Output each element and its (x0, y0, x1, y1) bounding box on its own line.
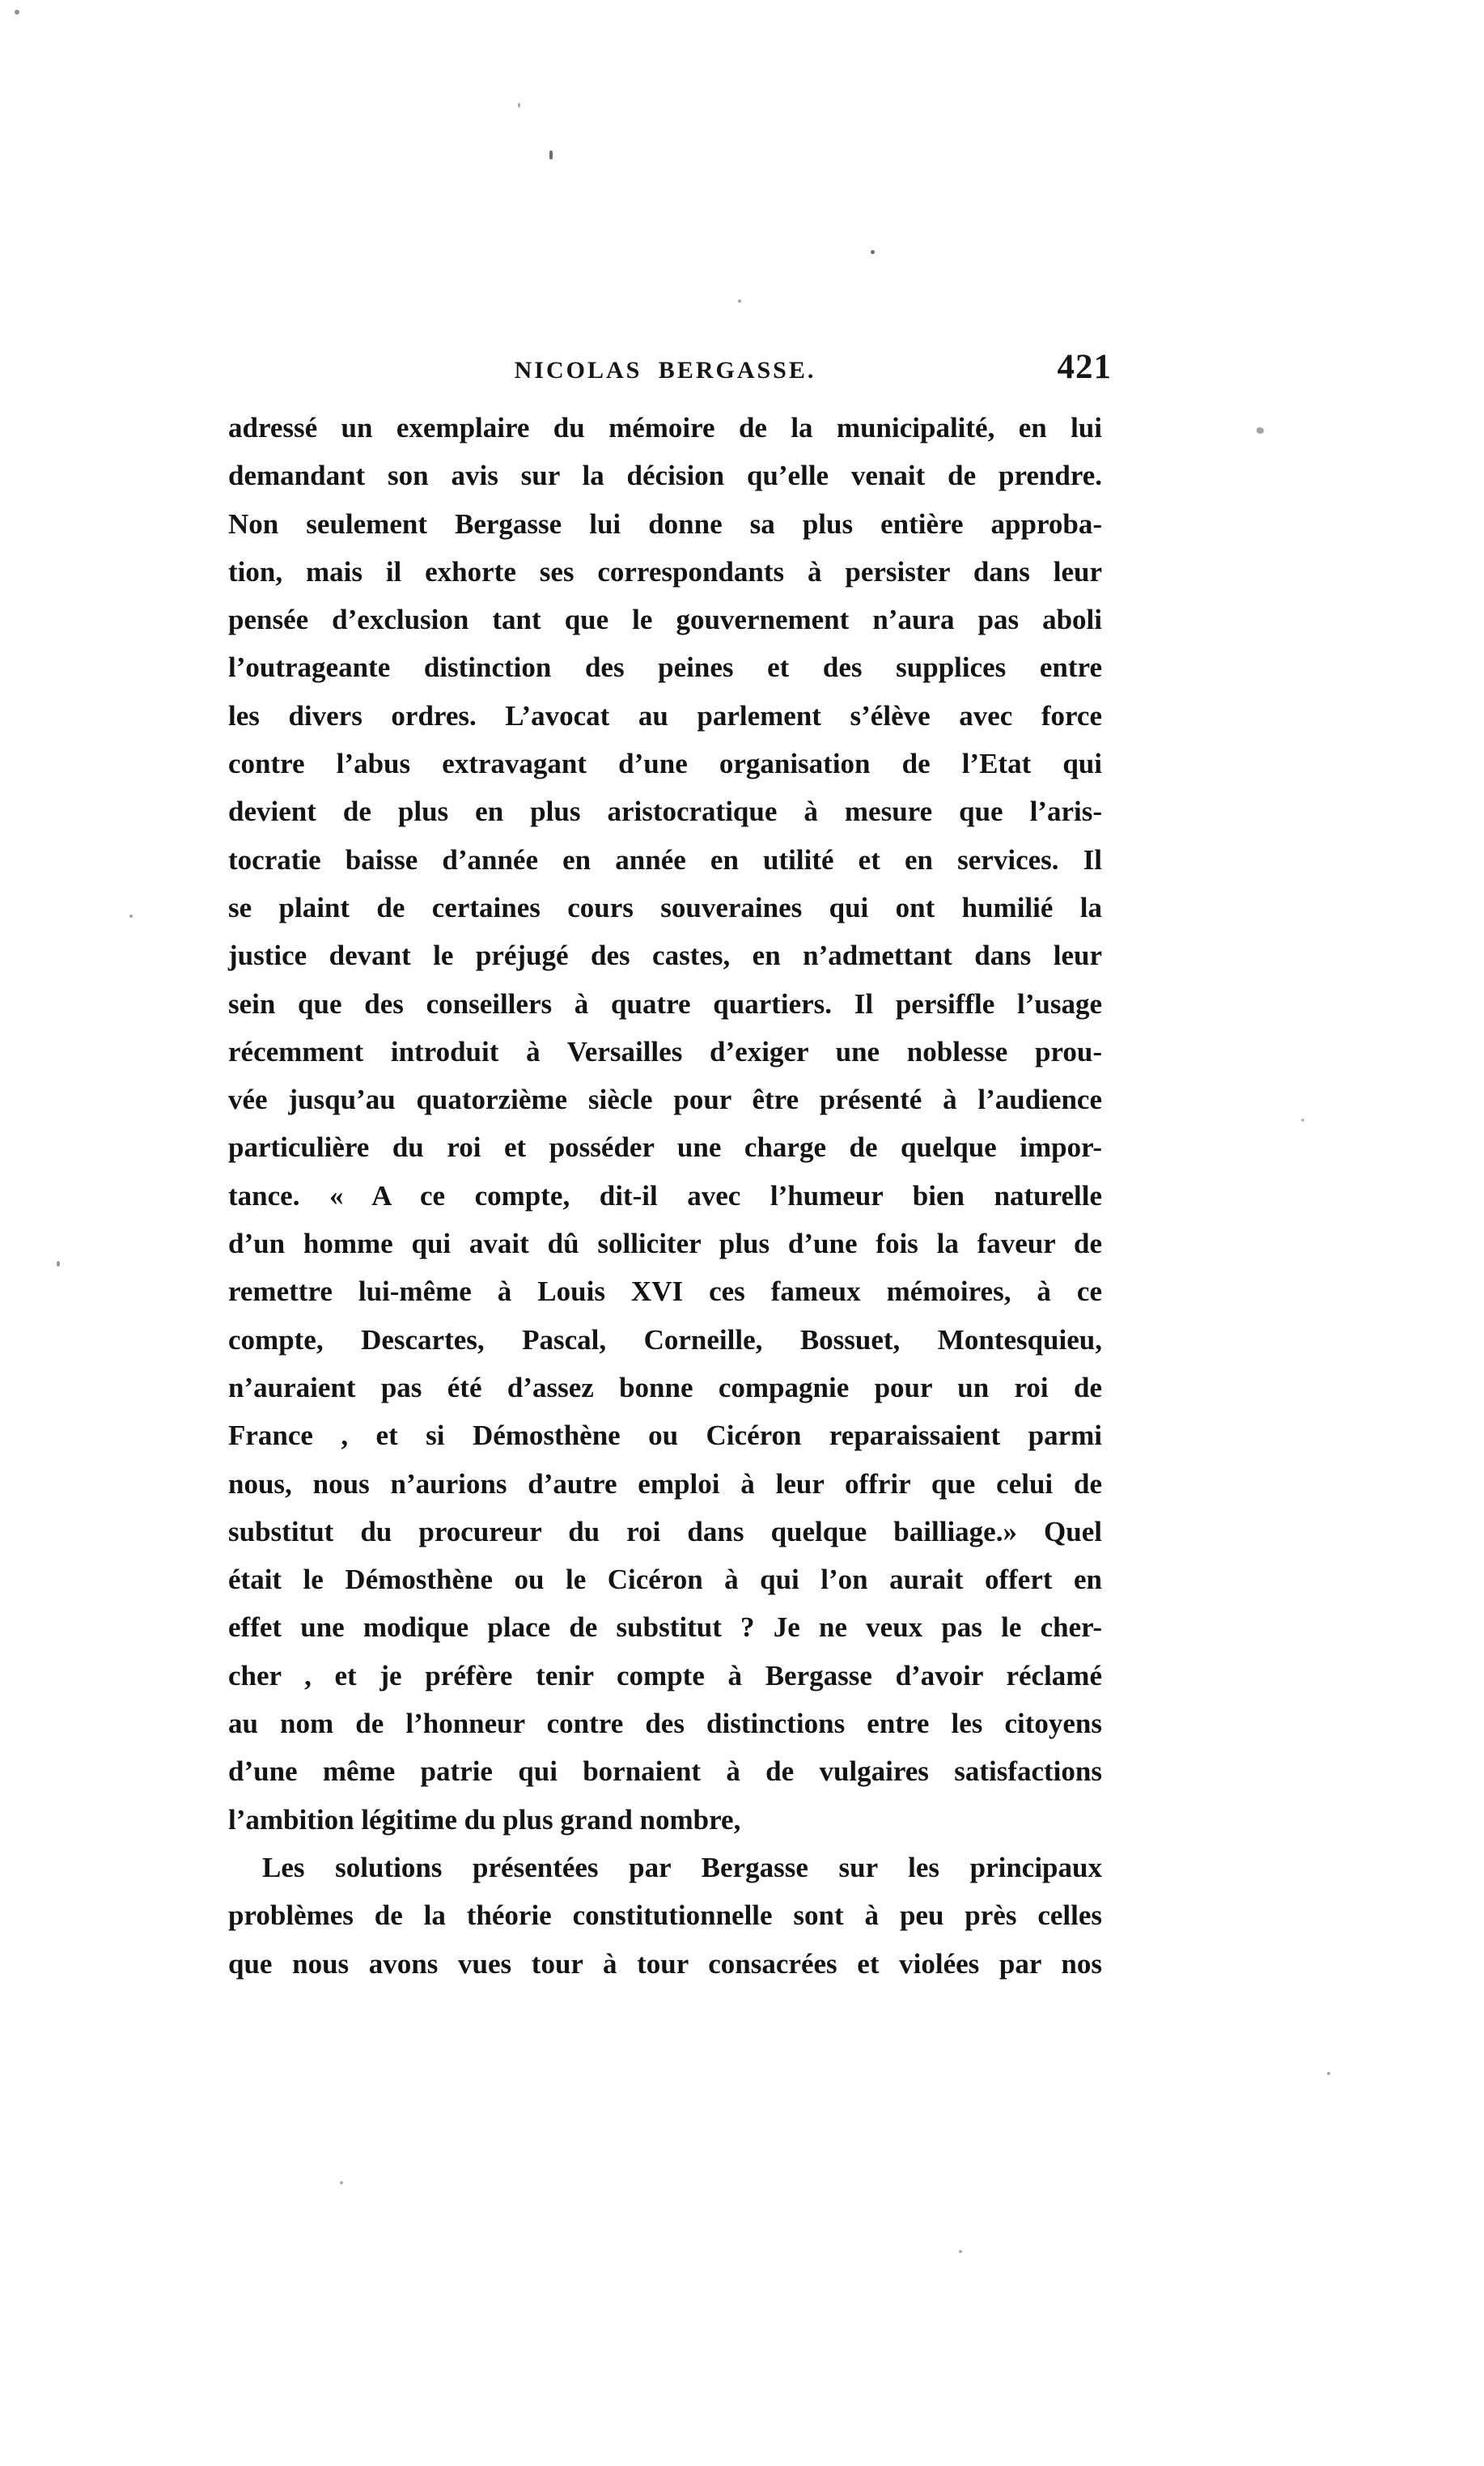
text-line-p1-16: particulière du roi et posséder une charge de quelque impor- (228, 1131, 1102, 1164)
text-line-p1-20: compte, Descartes, Pascal, Corneille, Bossuet, Montesquieu, (228, 1323, 1102, 1356)
scan-speck (1327, 2072, 1330, 2075)
scan-speck (15, 10, 19, 15)
text-line-p1-1: adressé un exemplaire du mémoire de la municipalité, en lui (228, 412, 1102, 444)
text-line-p1-29: d’une même patrie qui bornaient à de vulgaires satisfactions (228, 1755, 1102, 1788)
text-line-p1-23: nous, nous n’aurions d’autre emploi à leur offrir que celui de (228, 1467, 1102, 1500)
scan-speck (1301, 1118, 1304, 1122)
text-line-p1-30: l’ambition légitime du plus grand nombre, (228, 1803, 741, 1836)
text-line-p1-18: d’un homme qui avait dû solliciter plus d’une fois la faveur de (228, 1228, 1102, 1260)
text-line-p1-17: tance. « A ce compte, dit-il avec l’humeur bien naturelle (228, 1179, 1102, 1212)
text-line-p1-14: récemment introduit à Versailles d’exiger une noblesse prou- (228, 1035, 1102, 1067)
body-text (228, 404, 1102, 1988)
text-line-p1-8: contre l’abus extravagant d’une organisation de l’Etat qui (228, 748, 1102, 780)
text-line-p1-7: les divers ordres. L’avocat au parlement s’élève avec force (228, 699, 1102, 732)
scan-speck (549, 151, 553, 159)
text-line-p1-9: devient de plus en plus aristocratique à mesure que l’aris- (228, 796, 1102, 828)
text-line-p1-24: substitut du procureur du roi dans quelque bailliage.» Quel (228, 1515, 1102, 1547)
text-line-p1-12: justice devant le préjugé des castes, en n’admettant dans leur (228, 940, 1102, 972)
text-line-p1-28: au nom de l’honneur contre des distinctions entre les citoyens (228, 1708, 1102, 1740)
text-line-p1-26: effet une modique place de substitut ? Je ne veux pas le cher- (228, 1611, 1102, 1644)
text-line-p1-3: Non seulement Bergasse lui donne sa plus entière approba- (228, 507, 1102, 540)
text-line-p1-2: demandant son avis sur la décision qu’elle venait de prendre. (228, 460, 1102, 492)
text-line-p1-25: était le Démosthène ou le Cicéron à qui l’on aurait offert en (228, 1564, 1102, 1596)
text-line-p1-27: cher , et je préfère tenir compte à Bergasse d’avoir réclamé (228, 1659, 1102, 1691)
scan-speck (340, 2181, 343, 2184)
text-line-p1-15: vée jusqu’au quatorzième siècle pour être présenté à l’audience (228, 1084, 1102, 1116)
scan-speck (871, 250, 875, 254)
scan-speck (738, 299, 741, 303)
page-header (228, 348, 1112, 393)
text-line-p1-5: pensée d’exclusion tant que le gouvernement n’aura pas aboli (228, 604, 1102, 636)
scan-speck (57, 1261, 60, 1267)
text-line-p1-19: remettre lui-même à Louis XVI ces fameux mémoires, à ce (228, 1275, 1102, 1308)
text-line-p2-3: que nous avons vues tour à tour consacrées et violées par nos (228, 1947, 1102, 1980)
text-line-p1-10: tocratie baisse d’année en année en utilité et en services. Il (228, 843, 1102, 876)
scan-speck (959, 2250, 962, 2253)
scan-speck (129, 915, 133, 918)
text-line-p1-6: l’outrageante distinction des peines et des supplices entre (228, 652, 1102, 684)
text-line-p1-11: se plaint de certaines cours souveraines qui ont humilié la (228, 891, 1102, 923)
text-line-p1-13: sein que des conseillers à quatre quartiers. Il persiffle l’usage (228, 987, 1102, 1020)
page-number: 421 (1057, 348, 1112, 386)
scan-speck (1257, 427, 1264, 434)
text-line-p1-21: n’auraient pas été d’assez bonne compagnie pour un roi de (228, 1371, 1102, 1403)
text-line-p2-1: Les solutions présentées par Bergasse sur les principaux (262, 1851, 1102, 1883)
scan-speck (518, 103, 520, 108)
running-title: NICOLAS BERGASSE. (514, 357, 816, 384)
text-line-p2-2: problèmes de la théorie constitutionnelle sont à peu près celles (228, 1899, 1102, 1932)
text-line-p1-4: tion, mais il exhorte ses correspondants à persister dans leur (228, 555, 1102, 588)
text-line-p1-22: France , et si Démosthène ou Cicéron reparaissaient parmi (228, 1420, 1102, 1452)
